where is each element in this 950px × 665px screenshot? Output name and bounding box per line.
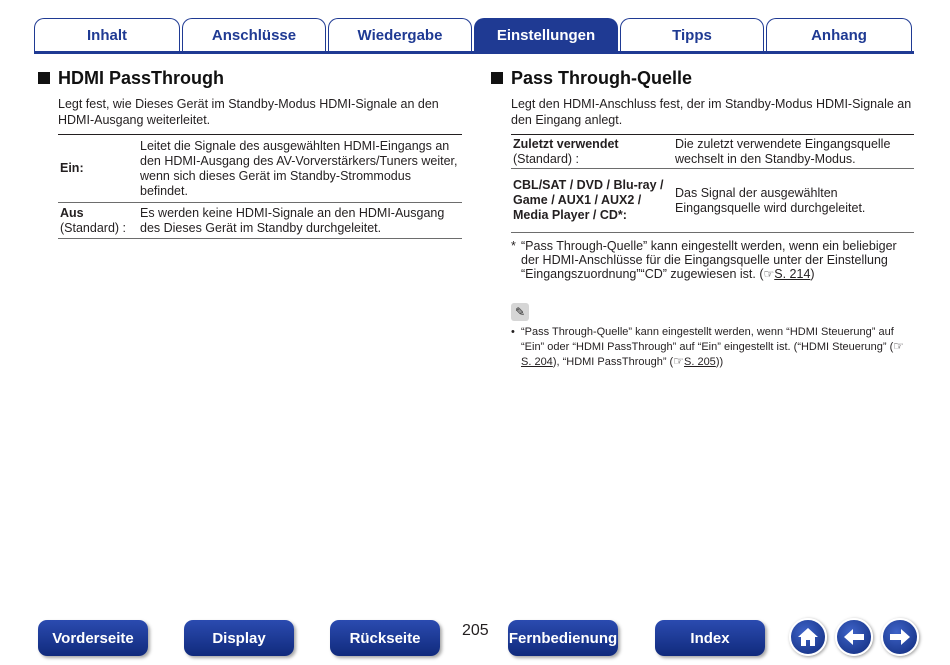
memo-text: “Pass Through-Quelle” kann eingestellt werden, wenn “HDMI Steuerung” auf “Ein” oder “HDMI PassThrough” auf “Ein” eingestellt ist. (“HDMI Steuerung” ( (521, 326, 894, 353)
section-title (491, 66, 914, 90)
footnote-open: ( (759, 267, 764, 281)
tab-bar (34, 18, 914, 54)
option-key-sub: (Standard) : (60, 220, 127, 235)
arrow-left-icon (842, 627, 866, 647)
pencil-icon: ✎ (511, 303, 529, 321)
options-table (58, 134, 462, 239)
table-row (511, 169, 914, 233)
memo-text: ), “HDMI PassThrough” ( (552, 356, 674, 368)
remote-control-button[interactable]: Fernbedienung (508, 620, 618, 656)
section-description: Legt den HDMI-Anschluss fest, der im Standby-Modus HDMI-Signale an den Eingang anlegt. (511, 97, 912, 127)
option-key (511, 135, 673, 169)
pointing-hand-icon: ☞ (763, 267, 775, 281)
tab-anschluesse[interactable]: Anschlüsse (182, 18, 326, 51)
back-button[interactable] (835, 618, 873, 656)
home-button[interactable] (789, 618, 827, 656)
memo-body (521, 325, 914, 369)
tab-tipps[interactable]: Tipps (620, 18, 764, 51)
page-number: 205 (462, 622, 489, 639)
footnote-body (521, 239, 914, 281)
footnote-text: “Pass Through-Quelle” kann eingestellt werden, wenn ein beliebiger der HDMI-Anschlüsse für die Eingangsquelle unter der Einstellung “Eingangszuordnung”“CD” zugewiesen ist. (521, 239, 897, 281)
option-key-label: Aus (60, 205, 84, 220)
forward-button[interactable] (881, 618, 919, 656)
page-link-214[interactable]: S. 214 (774, 267, 811, 281)
table-row (58, 203, 462, 239)
footnote-close: ) (810, 267, 815, 281)
option-key (58, 135, 138, 203)
section-marker (491, 72, 503, 84)
footnote (511, 239, 914, 281)
table-row (511, 135, 914, 169)
option-key-label: Zuletzt verwendet (513, 136, 619, 151)
page-link-204[interactable]: S. 204 (521, 356, 553, 368)
option-key (58, 203, 138, 239)
front-panel-button[interactable]: Vorderseite (38, 620, 148, 656)
section-title (38, 66, 462, 90)
arrow-right-icon (888, 627, 912, 647)
footnote-asterisk: * (511, 239, 516, 253)
pointing-hand-icon: ☞ (673, 354, 684, 368)
option-value: Leitet die Signale des ausgewählten HDMI-Eingangs an den HDMI-Ausgang des AV-Vorverstärkers/Tuners weiter, wenn sich dieses Gerät im Standby-Strommodus befindet. (140, 138, 458, 198)
option-value: Es werden keine HDMI-Signale an den HDMI-Ausgang des Dieses Gerät im Standby durchgeleitet. (140, 205, 445, 235)
option-key (511, 169, 673, 233)
section-marker (38, 72, 50, 84)
pointing-hand-icon: ☞ (893, 339, 905, 353)
section-description: Legt fest, wie Dieses Gerät im Standby-Modus HDMI-Signale an den HDMI-Ausgang weiterleitet. (58, 97, 439, 127)
home-icon (796, 626, 820, 648)
page-link-205[interactable]: S. 205 (684, 356, 716, 368)
right-section (491, 66, 914, 369)
option-key-label: CBL/SAT / DVD / Blu-ray / Game / AUX1 / AUX2 / Media Player / CD*: (513, 178, 664, 222)
option-key-label: Ein: (60, 161, 84, 175)
left-section (38, 66, 462, 239)
tab-inhalt[interactable]: Inhalt (34, 18, 180, 51)
option-value: Die zuletzt verwendete Eingangsquelle wechselt in den Standby-Modus. (675, 136, 891, 166)
memo-text: )) (715, 356, 724, 368)
tab-anhang[interactable]: Anhang (766, 18, 912, 51)
tab-wiedergabe[interactable]: Wiedergabe (328, 18, 472, 51)
index-button[interactable]: Index (655, 620, 765, 656)
section-title-text: Pass Through-Quelle (511, 67, 693, 88)
option-value: Das Signal der ausgewählten Eingangsquelle wird durchgeleitet. (675, 185, 866, 215)
display-button[interactable]: Display (184, 620, 294, 656)
option-key-sub: (Standard) : (513, 151, 580, 166)
rear-panel-button[interactable]: Rückseite (330, 620, 440, 656)
memo-note (511, 325, 914, 369)
table-row (58, 135, 462, 203)
section-title-text: HDMI PassThrough (58, 67, 225, 88)
bullet: • (511, 326, 515, 338)
tab-einstellungen[interactable]: Einstellungen (474, 18, 618, 52)
options-table (511, 134, 914, 233)
